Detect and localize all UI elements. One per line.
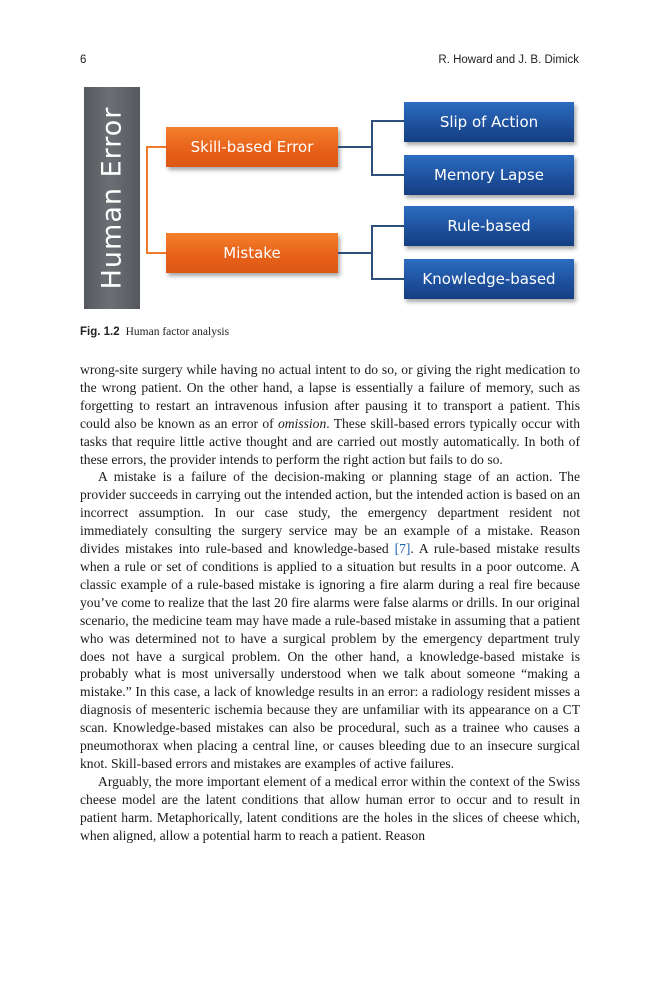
root-label: Human Error [96, 106, 128, 290]
paragraph-text: . These skill-based errors typically occur with tasks that require little active thought and are carried out mostly automatically. In both of these errors, the provider intends to perform the right action but fails to do so. [80, 415, 580, 467]
category-label: Skill-based Error [190, 138, 314, 156]
connector-skill-lapse [371, 174, 404, 176]
paragraph-text: wrong-site surgery while having no actual intent to do so, or giving the right medication to the wrong patient. On the other hand, a lapse is essentially a failure of memory, such as forgetting to restart an intravenous infusion after pausing it to transport a patient. This could also be known as an error of [80, 362, 580, 431]
type-box-slip-of-action [404, 102, 574, 142]
connector-skill-stub [338, 146, 371, 148]
figure-caption-text: Human factor analysis [125, 326, 230, 338]
connector-mistake-knowledge [371, 278, 404, 280]
human-error-diagram [84, 87, 576, 309]
figure-caption-label: Fig. 1.2 [80, 326, 120, 338]
category-box-skill-based-error [166, 127, 338, 167]
paragraph-latent-conditions: Arguably, the more important element of a medical error within the context of the Swiss cheese model are the latent conditions that allow human error to occur and to result in patient harm. Metaphorically, latent conditions are the holes in the slices of cheese which, when aligned, allow a potential harm to reach a patient. Reason [80, 773, 580, 843]
paragraph-text: . A rule-based mistake results when a rule or set of conditions is applied to a situation but results in a poor outcome. A classic example of a rule-based mistake is ignoring a fire alarm during a real fire because you’ve come to realize that the last 20 fire alarms were false alarms or drills. In our original scenario, the medicine team may have made a rule-based mistake in assuming that a patient who was determined not to have a surgical problem by the emergency department truly does not have a surgical problem. On the other hand, a knowledge-based mistake is probably what is most universally understood when we talk about someone “making a mistake.” In this case, a lack of knowledge results in an error: a radiology resident misses a diagnosis of mesenteric ischemia because they are unfamiliar with its appearance on a CT scan. Knowledge-based mistakes can also be procedural, such as a trainee who causes a pneumothorax when placing a central line, or causes bleeding due to an insecure surgical knot. Skill-based errors and mistakes are examples of active failures. [80, 541, 580, 771]
connector-root-skill [146, 146, 166, 148]
figure-caption [80, 326, 229, 338]
type-box-memory-lapse [404, 155, 574, 195]
type-box-knowledge-based [404, 259, 574, 299]
type-label: Memory Lapse [434, 166, 544, 184]
connector-root-mistake [146, 252, 166, 254]
connector-mistake-rule [371, 225, 404, 227]
connector-mistake-stub [338, 252, 371, 254]
connector-skill-slip [371, 120, 404, 122]
category-box-mistake [166, 233, 338, 273]
connector-mistake-trunk [371, 225, 373, 280]
connector-skill-trunk [371, 120, 373, 176]
citation-link[interactable]: [7] [394, 541, 411, 557]
body-text [80, 361, 580, 844]
paragraph-text: A mistake is a failure of the decision-making or planning stage of an action. The provider succeeds in carrying out the intended action, but the intended action is based on an incorrect assumption. In our case study, the emergency department resident not immediately consulting the surgery service may be an example of a mistake. Reason divides mistakes into rule-based and knowledge-based [80, 469, 580, 557]
type-box-rule-based [404, 206, 574, 246]
page-number: 6 [80, 54, 87, 66]
emphasis-omission: omission [277, 415, 327, 431]
category-label: Mistake [223, 244, 281, 262]
root-node-human-error [84, 87, 140, 309]
type-label: Knowledge-based [422, 270, 556, 288]
type-label: Rule-based [447, 217, 531, 235]
connector-root-trunk [146, 146, 148, 254]
paragraph-mistake [80, 468, 580, 772]
running-head-authors: R. Howard and J. B. Dimick [438, 54, 579, 66]
paragraph-lapse [80, 361, 580, 468]
type-label: Slip of Action [439, 113, 539, 131]
